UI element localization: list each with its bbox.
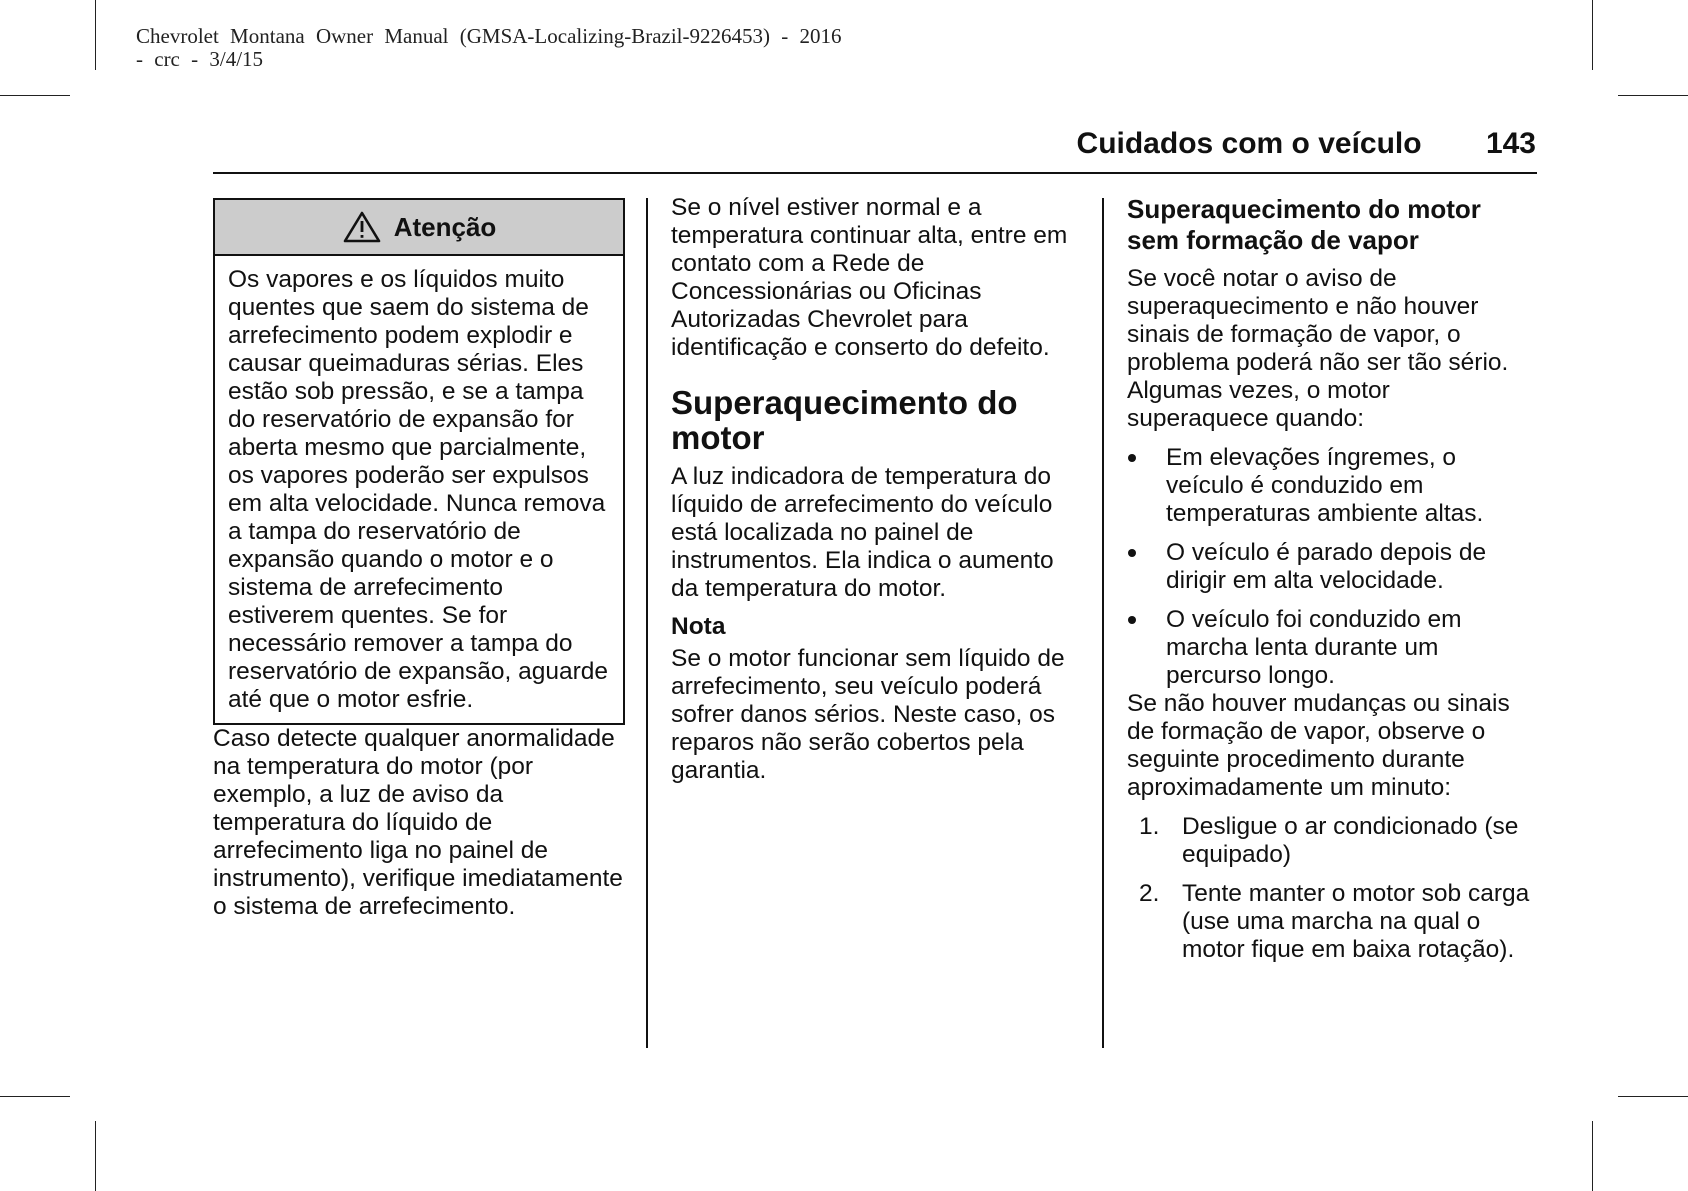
column-left xyxy=(213,194,625,921)
bullet-icon xyxy=(1128,454,1136,462)
column-divider xyxy=(1102,198,1104,1048)
crop-mark xyxy=(1618,95,1688,96)
bullet-icon xyxy=(1128,549,1136,557)
page-number: 143 xyxy=(1485,127,1536,160)
column-right xyxy=(1127,194,1537,964)
numbered-list xyxy=(1127,813,1537,964)
bullet-list xyxy=(1127,444,1537,690)
crop-mark xyxy=(95,0,96,70)
list-item-text: Tente manter o motor sob carga (use uma marcha na qual o motor fique em baixa rotação). xyxy=(1182,880,1530,963)
list-item-text: O veículo é parado depois de dirigir em alta velocidade. xyxy=(1166,539,1487,594)
column-middle xyxy=(671,194,1086,785)
list-item xyxy=(1127,813,1537,869)
document-meta: Chevrolet Montana Owner Manual (GMSA-Localizing-Brazil-9226453) - 2016 - crc - 3/4/15 xyxy=(136,24,842,71)
list-item-text: Em elevações íngremes, o veículo é conduzido em temperaturas ambiente altas. xyxy=(1166,444,1484,527)
warning-box xyxy=(213,198,625,725)
list-item xyxy=(1127,539,1537,595)
crop-mark xyxy=(1592,0,1593,70)
crop-mark xyxy=(0,95,70,96)
step-number: 1. xyxy=(1139,813,1160,840)
list-item xyxy=(1127,444,1537,528)
paragraph: A luz indicadora de temperatura do líquido de arrefecimento do veículo está localizada no painel de instrumentos. Ela indica o aumento da temperatura do motor. xyxy=(671,463,1054,602)
running-header xyxy=(1077,124,1536,164)
header-rule xyxy=(213,172,1537,174)
warning-text: Os vapores e os líquidos muito quentes que saem do sistema de arrefecimento podem explodir e causar queimaduras sérias. Eles estão sob pressão, e se a tampa do reservatório de expansão for aberta mesmo que parcialmente, os vapores poderão ser expulsos em alta velocidade. Nunca remova a tampa do reservatório de expansão quando o motor e o sistema de arrefecimento estiverem quentes. Se for necessário remover a tampa do reservatório de expansão, aguarde até que o motor esfrie. xyxy=(228,266,609,713)
subsection-heading: Superaquecimento do motor sem formação de vapor xyxy=(1127,194,1481,255)
list-item-text: O veículo foi conduzido em marcha lenta durante um percurso longo. xyxy=(1166,606,1462,689)
step-number: 2. xyxy=(1139,880,1160,907)
column-divider xyxy=(646,198,648,1048)
note-text: Se o motor funcionar sem líquido de arrefecimento, seu veículo poderá sofrer danos sérios. Neste caso, os reparos não serão cobertos pela garantia. xyxy=(671,645,1065,784)
crop-mark xyxy=(1618,1096,1688,1097)
section-heading: Superaquecimento do motor xyxy=(671,384,1018,456)
bullet-icon xyxy=(1128,616,1136,624)
warning-header xyxy=(215,200,623,256)
section-title: Cuidados com o veículo xyxy=(1076,127,1422,160)
paragraph: Se você notar o aviso de superaquecimento e não houver sinais de formação de vapor, o problema poderá não ser tão sério. Algumas vezes, o motor superaquece quando: xyxy=(1127,265,1509,432)
list-item xyxy=(1127,880,1537,964)
crop-mark xyxy=(0,1096,70,1097)
paragraph: Se não houver mudanças ou sinais de formação de vapor, observe o seguinte procedimento durante aproximadamente um minuto: xyxy=(1127,690,1510,801)
list-item-text: Desligue o ar condicionado (se equipado) xyxy=(1182,813,1519,868)
paragraph: Caso detecte qualquer anormalidade na temperatura do motor (por exemplo, a luz de aviso da temperatura do líquido de arrefecimento liga no painel de instrumento), verifique imediatamente o sistema de arrefecimento. xyxy=(213,725,623,920)
warning-triangle-icon xyxy=(342,210,382,244)
warning-title: Atenção xyxy=(393,212,497,242)
crop-mark xyxy=(95,1121,96,1191)
list-item xyxy=(1127,606,1537,690)
crop-mark xyxy=(1592,1121,1593,1191)
paragraph: Se o nível estiver normal e a temperatura continuar alta, entre em contato com a Rede de Concessionárias ou Oficinas Autorizadas Chevrolet para identificação e conserto do defeito. xyxy=(671,194,1068,361)
note-label: Nota xyxy=(671,613,726,640)
